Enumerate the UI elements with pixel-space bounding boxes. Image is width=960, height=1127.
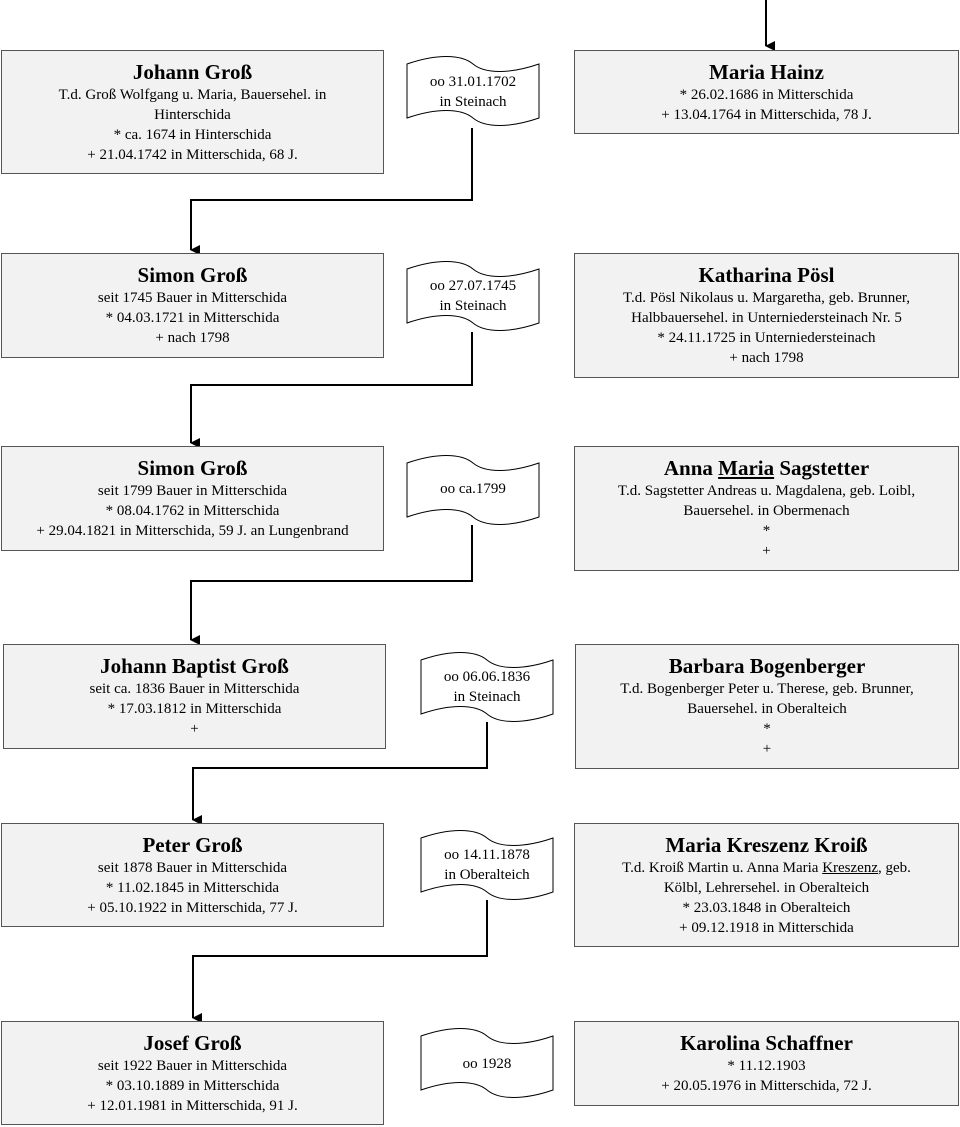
person-detail: + 12.01.1981 in Mitterschida, 91 J. bbox=[87, 1098, 298, 1114]
person-detail: seit 1922 Bauer in Mitterschida bbox=[97, 1058, 288, 1074]
person-name: Peter Groß bbox=[142, 833, 243, 857]
marriage-date: oo 14.11.1878 bbox=[444, 847, 530, 863]
person-detail: + 20.05.1976 in Mitterschida, 72 J. bbox=[661, 1078, 872, 1094]
person-detail: * bbox=[762, 523, 771, 539]
person-box-simon-gross-1762 bbox=[1, 446, 384, 551]
person-detail: + nach 1798 bbox=[729, 350, 804, 366]
person-detail: * 08.04.1762 in Mitterschida bbox=[105, 503, 280, 519]
person-detail: + bbox=[762, 543, 771, 559]
person-detail: * 11.12.1903 bbox=[727, 1058, 806, 1074]
person-detail: + 29.04.1821 in Mitterschida, 59 J. an Lungenbrand bbox=[36, 523, 349, 539]
marriage-banner bbox=[420, 830, 554, 904]
person-box-anna-maria-sagstetter bbox=[574, 446, 959, 571]
marriage-date: oo 31.01.1702 bbox=[429, 74, 517, 90]
person-detail: T.d. Pösl Nikolaus u. Margaretha, geb. Brunner, bbox=[622, 290, 911, 306]
marriage-banner bbox=[406, 56, 540, 130]
person-detail: * 24.11.1725 in Unterniedersteinach bbox=[657, 330, 876, 346]
person-detail: seit ca. 1836 Bauer in Mitterschida bbox=[89, 681, 300, 697]
marriage-date: oo ca.1799 bbox=[440, 481, 506, 497]
marriage-place: in Steinach bbox=[439, 298, 507, 314]
marriage-banner bbox=[406, 455, 540, 529]
person-detail: T.d. Kroiß Martin u. Anna Maria Kreszenz, geb. bbox=[622, 860, 911, 876]
person-detail: + 09.12.1918 in Mitterschida bbox=[679, 920, 854, 936]
marriage-place: in Steinach bbox=[453, 689, 521, 705]
person-name: Maria Kreszenz Kroiß bbox=[665, 833, 868, 857]
person-box-josef-gross bbox=[1, 1021, 384, 1125]
marriage-banner bbox=[420, 652, 554, 726]
person-detail: + bbox=[762, 741, 772, 757]
person-name: Simon Groß bbox=[137, 456, 248, 480]
person-name: Barbara Bogenberger bbox=[668, 654, 866, 678]
person-detail: + bbox=[190, 721, 199, 737]
person-detail: Hinterschida bbox=[154, 107, 231, 123]
marriage-banner bbox=[406, 261, 540, 335]
person-detail: T.d. Bogenberger Peter u. Therese, geb. Brunner, bbox=[620, 681, 914, 697]
person-box-maria-hainz bbox=[574, 50, 959, 134]
person-name: Karolina Schaffner bbox=[680, 1031, 853, 1055]
marriage-date: oo 27.07.1745 bbox=[429, 278, 517, 294]
person-box-katharina-poesl bbox=[574, 253, 959, 378]
person-box-johann-gross bbox=[1, 50, 384, 174]
person-detail: Halbbauersehel. in Unterniedersteinach Nr. 5 bbox=[631, 310, 902, 326]
person-detail: seit 1799 Bauer in Mitterschida bbox=[97, 483, 288, 499]
person-box-karolina-schaffner bbox=[574, 1021, 959, 1106]
person-detail: Bauersehel. in Obermenach bbox=[683, 503, 850, 519]
person-box-simon-gross-1721 bbox=[1, 253, 384, 358]
person-name: Katharina Pösl bbox=[698, 263, 835, 287]
person-detail: * bbox=[763, 721, 771, 737]
person-detail: Bauersehel. in Oberalteich bbox=[687, 701, 847, 717]
person-detail: + nach 1798 bbox=[155, 330, 230, 346]
person-detail: seit 1745 Bauer in Mitterschida bbox=[97, 290, 288, 306]
person-box-barbara-bogenberger bbox=[575, 644, 959, 769]
person-detail: * 17.03.1812 in Mitterschida bbox=[107, 701, 282, 717]
person-detail: seit 1878 Bauer in Mitterschida bbox=[97, 860, 288, 876]
person-name: Josef Groß bbox=[143, 1031, 242, 1055]
person-name: Maria Hainz bbox=[709, 60, 824, 84]
person-name: Anna Maria Sagstetter bbox=[663, 456, 870, 480]
marriage-place: in Oberalteich bbox=[444, 867, 530, 883]
person-name: Simon Groß bbox=[137, 263, 248, 287]
person-box-maria-kreszenz-kroiss bbox=[574, 823, 959, 947]
person-detail: T.d. Sagstetter Andreas u. Magdalena, geb. Loibl, bbox=[617, 483, 916, 499]
person-box-johann-baptist-gross bbox=[3, 644, 386, 749]
person-detail: * 26.02.1686 in Mitterschida bbox=[679, 87, 854, 103]
person-detail: * 11.02.1845 in Mitterschida bbox=[105, 880, 280, 896]
person-detail: + 05.10.1922 in Mitterschida, 77 J. bbox=[87, 900, 298, 916]
marriage-banner bbox=[420, 1028, 554, 1102]
person-name: Johann Baptist Groß bbox=[100, 654, 289, 678]
person-detail: + 13.04.1764 in Mitterschida, 78 J. bbox=[661, 107, 872, 123]
marriage-date: oo 1928 bbox=[462, 1056, 512, 1072]
marriage-place: in Steinach bbox=[439, 94, 507, 110]
person-name: Johann Groß bbox=[132, 60, 253, 84]
person-detail: + 21.04.1742 in Mitterschida, 68 J. bbox=[87, 147, 298, 163]
marriage-date: oo 06.06.1836 bbox=[443, 669, 531, 685]
person-box-peter-gross bbox=[1, 823, 384, 927]
person-detail: T.d. Groß Wolfgang u. Maria, Bauersehel. in bbox=[58, 87, 327, 103]
person-detail: * 04.03.1721 in Mitterschida bbox=[105, 310, 280, 326]
person-detail: * 03.10.1889 in Mitterschida bbox=[105, 1078, 280, 1094]
person-detail: * 23.03.1848 in Oberalteich bbox=[682, 900, 851, 916]
person-detail: Kölbl, Lehrersehel. in Oberalteich bbox=[663, 880, 870, 896]
person-detail: * ca. 1674 in Hinterschida bbox=[113, 127, 272, 143]
